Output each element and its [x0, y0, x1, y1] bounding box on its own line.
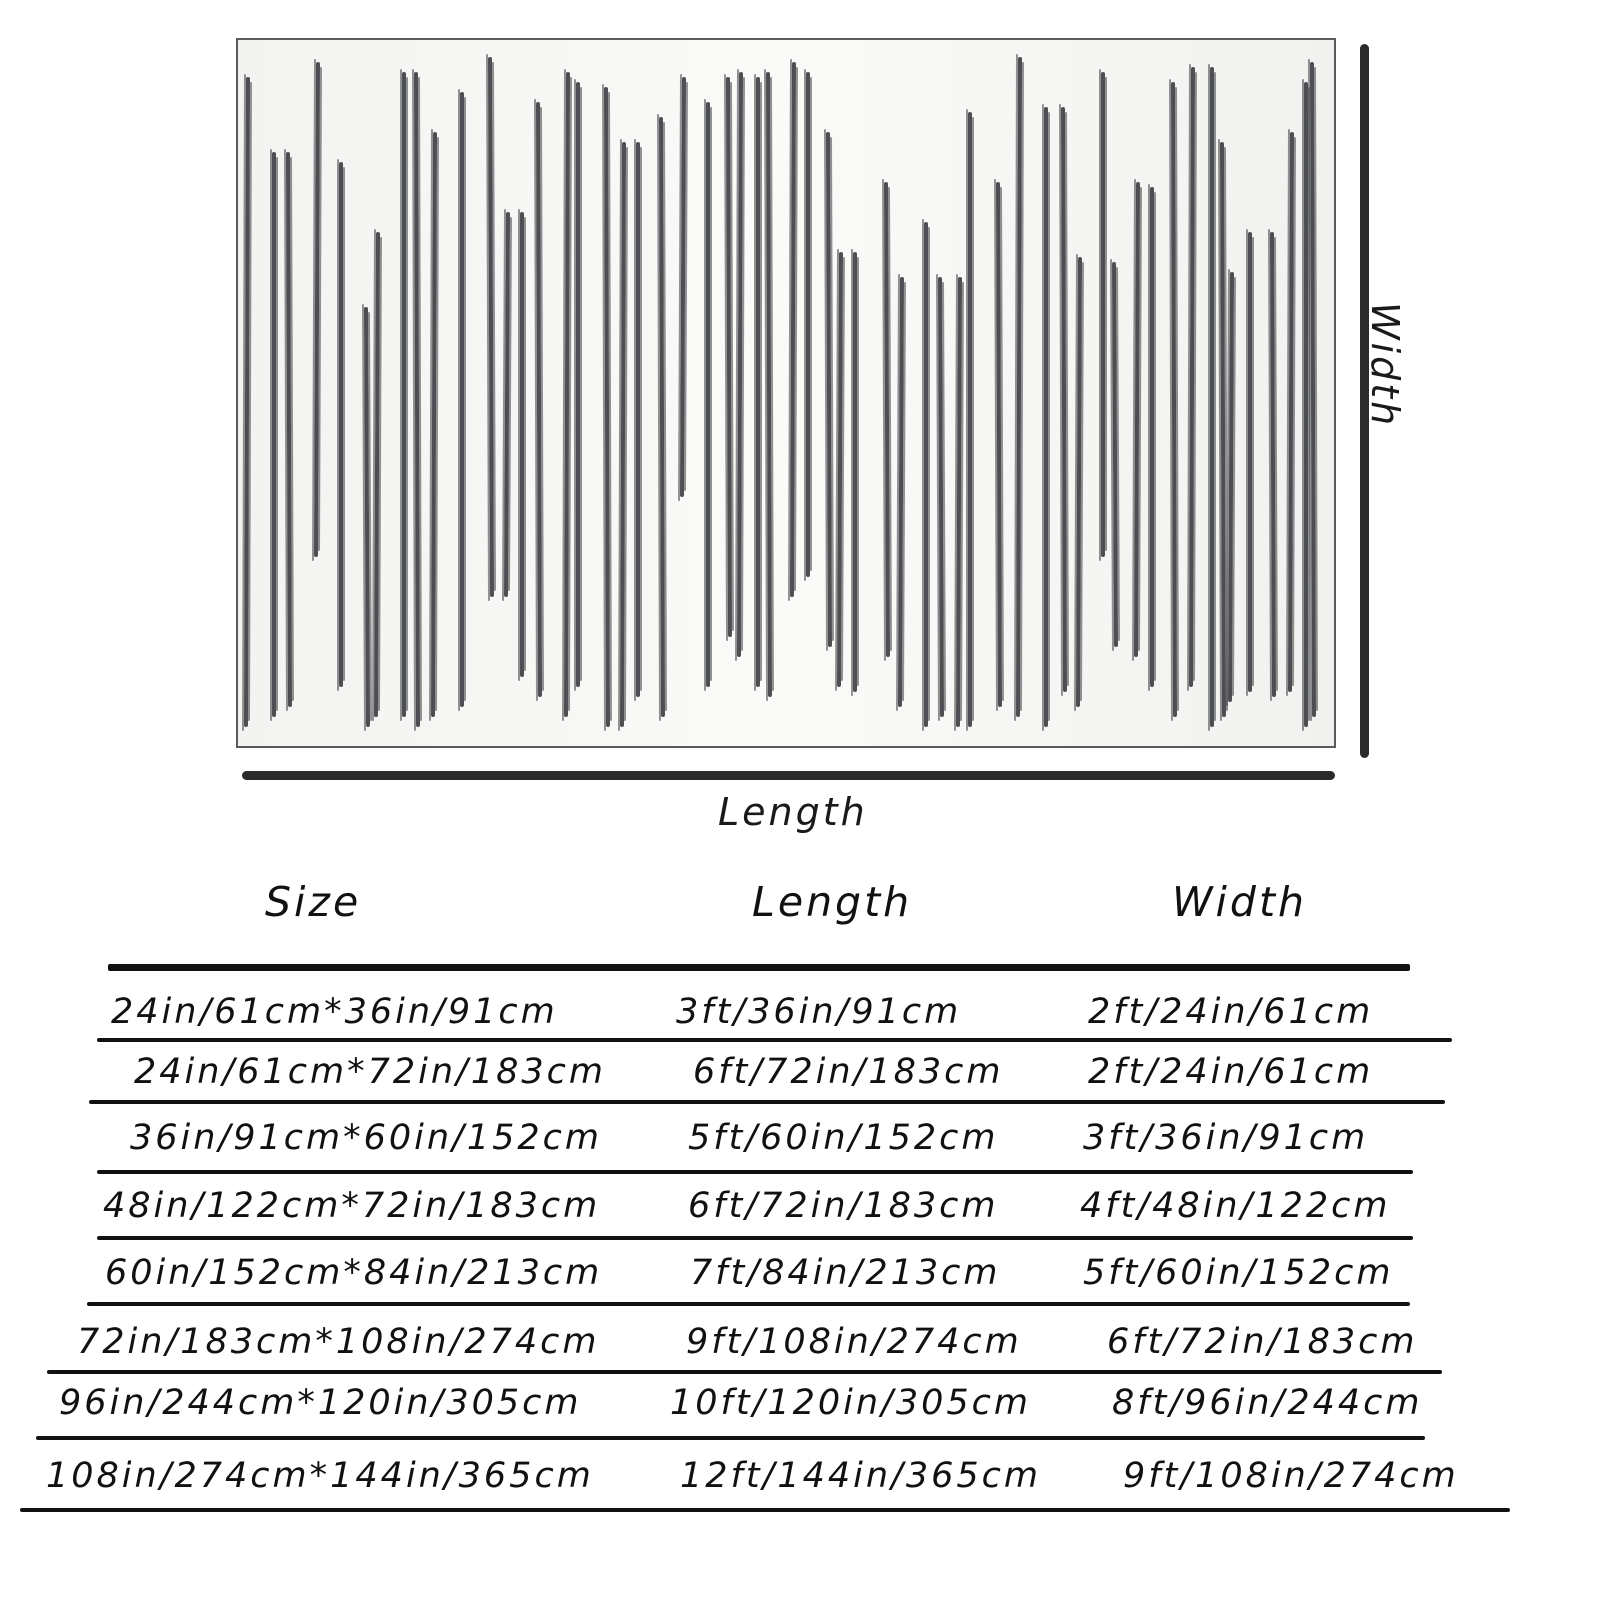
row-2-length: 6ft/72in/183cm — [693, 1052, 1004, 1092]
row-1-size: 24in/61cm*36in/91cm — [111, 992, 558, 1032]
row-5-divider — [87, 1302, 1410, 1306]
row-6-width: 6ft/72in/183cm — [1107, 1322, 1418, 1362]
row-7-width: 8ft/96in/244cm — [1112, 1383, 1423, 1423]
row-2-size: 24in/61cm*72in/183cm — [134, 1052, 606, 1092]
header-length: Length — [752, 878, 913, 926]
row-5-size: 60in/152cm*84in/213cm — [105, 1253, 603, 1293]
row-3-size: 36in/91cm*60in/152cm — [130, 1118, 602, 1158]
row-2-divider — [89, 1100, 1445, 1104]
row-6-divider — [47, 1370, 1442, 1374]
row-3-divider — [97, 1170, 1413, 1174]
header-width: Width — [1172, 878, 1308, 926]
row-5-width: 5ft/60in/152cm — [1083, 1253, 1394, 1293]
row-1-width: 2ft/24in/61cm — [1088, 992, 1374, 1032]
row-8-width: 9ft/108in/274cm — [1123, 1456, 1459, 1496]
row-6-length: 9ft/108in/274cm — [686, 1322, 1022, 1362]
row-1-length: 3ft/36in/91cm — [676, 992, 962, 1032]
row-5-length: 7ft/84in/213cm — [690, 1253, 1001, 1293]
row-7-size: 96in/244cm*120in/305cm — [59, 1383, 582, 1423]
row-7-divider — [36, 1436, 1425, 1440]
header-size: Size — [265, 878, 362, 926]
length-dimension-label: Length — [718, 790, 868, 834]
row-4-width: 4ft/48in/122cm — [1080, 1186, 1391, 1226]
row-6-size: 72in/183cm*108in/274cm — [77, 1322, 600, 1362]
width-dimension-label: Width — [1363, 302, 1407, 429]
row-8-size: 108in/274cm*144in/365cm — [46, 1456, 594, 1496]
header-divider — [108, 964, 1410, 971]
row-4-length: 6ft/72in/183cm — [688, 1186, 999, 1226]
row-4-divider — [97, 1236, 1413, 1240]
row-1-divider — [97, 1038, 1452, 1042]
row-3-width: 3ft/36in/91cm — [1083, 1118, 1369, 1158]
row-3-length: 5ft/60in/152cm — [688, 1118, 999, 1158]
row-8-length: 12ft/144in/365cm — [680, 1456, 1042, 1496]
row-4-size: 48in/122cm*72in/183cm — [103, 1186, 601, 1226]
row-8-divider — [20, 1508, 1510, 1512]
row-2-width: 2ft/24in/61cm — [1088, 1052, 1374, 1092]
row-7-length: 10ft/120in/305cm — [670, 1383, 1032, 1423]
